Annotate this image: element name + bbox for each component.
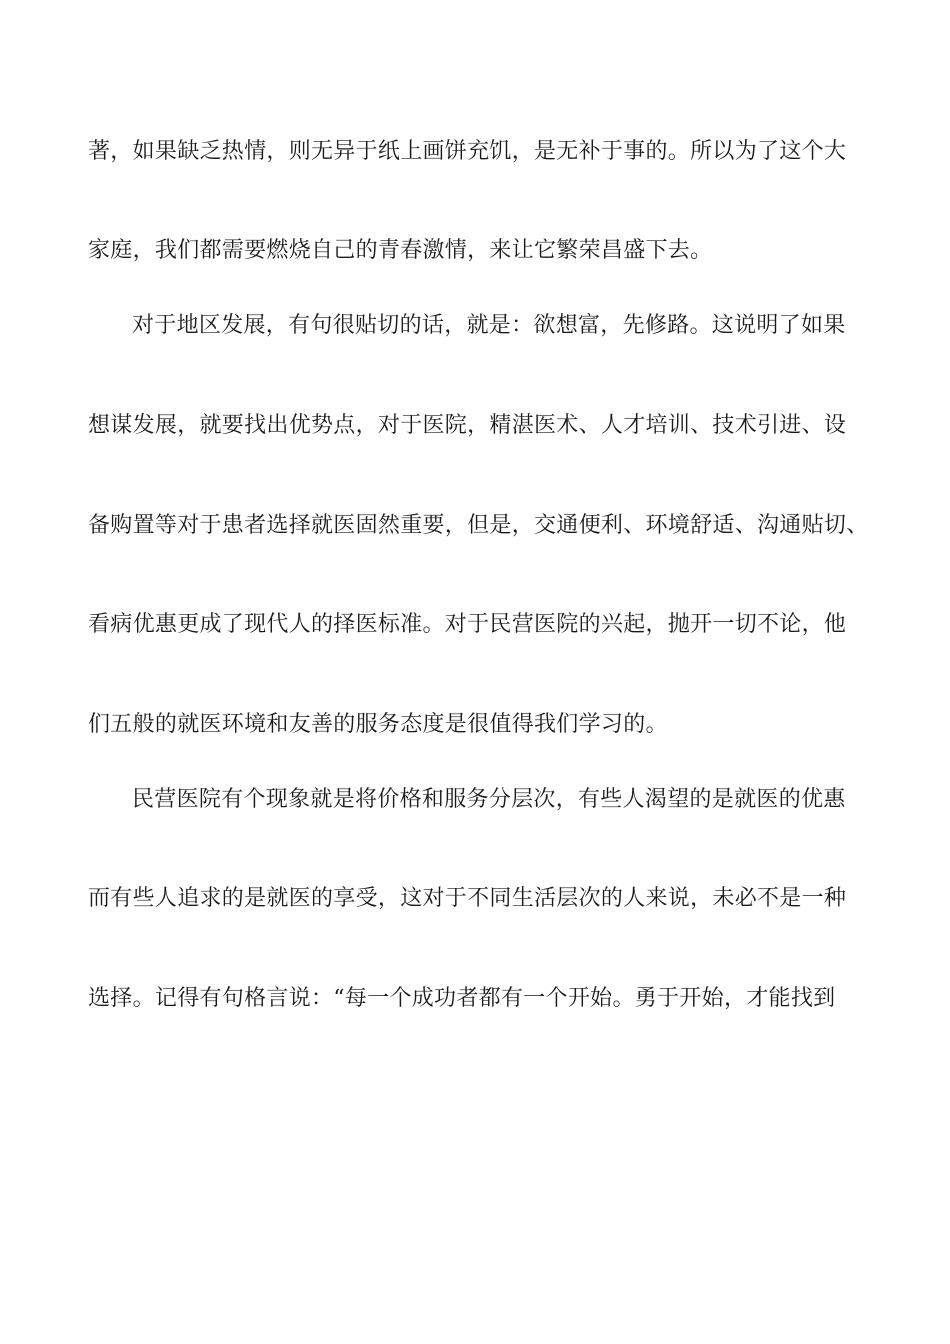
text-line-7: 们五般的就医环境和友善的服务态度是很值得我们学习的。 <box>88 712 668 737</box>
text-line-4: 想谋发展，就要找出优势点，对于医院，精湛医术、人才培训、技术引进、设 <box>88 413 847 438</box>
text-line-2: 家庭，我们都需要燃烧自己的青春激情，来让它繁荣昌盛下去。 <box>88 238 713 263</box>
text-line-6: 看病优惠更成了现代人的择医标准。对于民营医院的兴起，抛开一切不论，他 <box>88 612 847 637</box>
text-line-1: 著，如果缺乏热情，则无异于纸上画饼充饥，是无补于事的。所以为了这个大 <box>88 139 847 164</box>
paragraph-start-line-8: 民营医院有个现象就是将价格和服务分层次，有些人渴望的是就医的优惠 <box>132 787 846 812</box>
paragraph-start-line-3: 对于地区发展，有句很贴切的话，就是：欲想富，先修路。这说明了如果 <box>132 313 846 338</box>
text-line-9: 而有些人追求的是就医的享受，这对于不同生活层次的人来说，未必不是一种 <box>88 886 847 911</box>
text-line-5: 备购置等对于患者选择就医固然重要，但是，交通便利、环境舒适、沟通贴切、 <box>88 513 869 538</box>
text-line-10: 选择。记得有句格言说：“每一个成功者都有一个开始。勇于开始，才能找到 <box>88 986 836 1011</box>
